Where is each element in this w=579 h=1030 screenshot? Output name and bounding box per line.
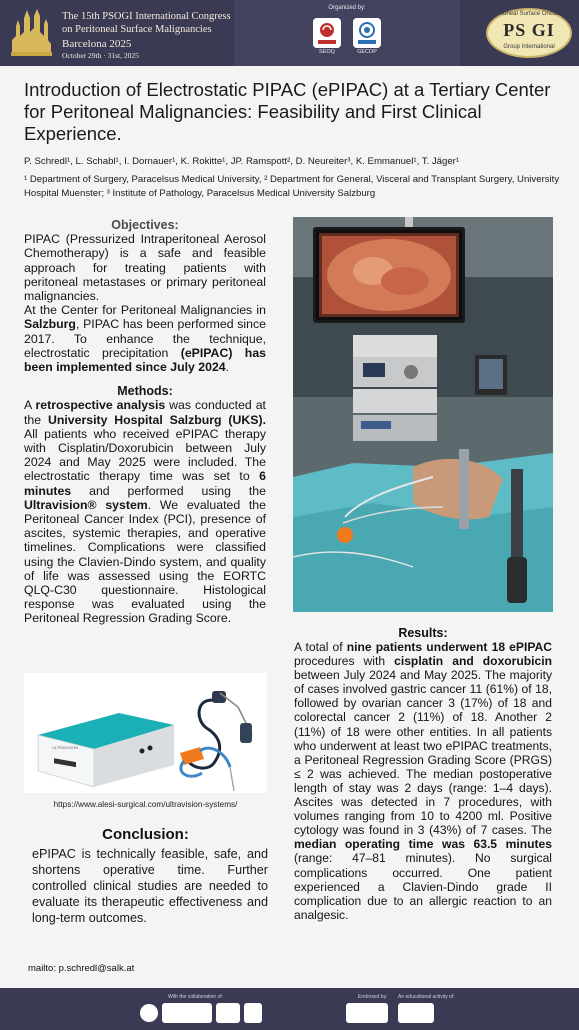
text: procedures with — [294, 654, 395, 669]
image-caption-link[interactable]: https://www.alesi-surgical.com/ultravision-systems/ — [53, 800, 238, 809]
affiliations: ¹ Department of Surgery, Paracelsus Medical University, ² Department for General, Visceral and Transplant Surgery, University Hospital Muenster; ³ Institute of Pathology, Paracelsus Medical University Salzburg — [24, 174, 560, 199]
psogi-logo-top-text: Peritoneal Surface Oncology — [490, 11, 568, 17]
gecop-label: GECOP — [357, 49, 377, 55]
congress-dates: October 29th · 31st, 2025 — [62, 51, 139, 60]
results-paragraph — [294, 640, 552, 922]
text-bold: cisplatin and doxorubicin — [394, 654, 552, 669]
congress-line-2: on Peritoneal Surface Malignancies — [62, 24, 212, 35]
text-bold: nine patients underwent 18 ePIPAC — [346, 640, 552, 654]
text: A — [24, 398, 36, 413]
conclusion-text: ePIPAC is technically feasible, safe, and shortens operative time. Further controlled clinical studies are needed to evaluate its therapeutic effectiveness and long-term outcomes. — [32, 847, 268, 925]
text: A total of — [294, 640, 347, 654]
endorsed-by-label: Endorsed by: — [358, 994, 388, 1000]
barcelona-skyline-logo — [8, 6, 54, 60]
text: between July 2024 and May 2025. The majority of cases involved gastric cancer 11 (61%) of 18, followed by ovarian cancer 3 (17%) of 18 and colorectal cancer 2 (11%) of 18. Another 2 (11%) of 18 were other entities. In all patients who underwent at least two ePIPAC treatments, a Peritoneal Regression Grading Score (PRGS) ≤ 2 was achieved. The median postoperative length of stay was 2 days (range: 1–4 days). Ascites was detected in 7 procedures, with volumes ranging from 10 to 4200 ml. Positive cytology was found in 3 (43%) of 7 cases. The — [294, 668, 552, 838]
collaborator-logo-2 — [216, 1003, 240, 1023]
text: and performed using the — [71, 483, 266, 498]
psogi-logo-bottom-text: Group International — [503, 44, 555, 50]
endorser-logo — [346, 1003, 388, 1023]
organizers-panel — [234, 0, 460, 66]
text-bold: median operating time was 63.5 minutes — [294, 837, 552, 852]
text: . — [225, 360, 230, 375]
congress-line-1: The 15th PSOGI International Congress — [62, 11, 231, 22]
ultravision-device-image — [24, 673, 267, 793]
operating-room-photo — [293, 217, 553, 612]
objectives-paragraph-1: PIPAC (Pressurized Intraperitoneal Aerosol Chemotherapy) is a safe and feasible approach for treating patients with peritoneal metastases or primary peritoneal malignancies. — [24, 232, 266, 304]
sponsor-footer — [0, 988, 579, 1030]
objectives-paragraph-2 — [24, 303, 266, 374]
conclusion-heading: Conclusion: — [102, 826, 189, 843]
collaborator-seal-logo — [140, 1004, 158, 1022]
text: . We evaluated the Peritoneal Cancer Index (PCI), presence of ascites, systemic therapies, and operative timelines. Complications were classified using the Clavien-Dindo system, and quality of life was assessed using the EORTC QLQ-C30 questionnaire. Histological response was evaluated using the Peritoneal Regression Grading Score. — [24, 497, 266, 626]
text-bold: 6 minutes — [24, 469, 266, 498]
device-brand: ULTRAVISION — [52, 745, 79, 750]
seoq-logo — [313, 18, 341, 48]
poster-title: Introduction of Electrostatic PIPAC (ePIPAC) at a Tertiary Center for Peritoneal Malignancies: Feasibility and First Clinical Experience. — [24, 79, 551, 144]
collaborator-logo-1 — [162, 1003, 212, 1023]
text-bold: Salzburg — [24, 317, 76, 332]
educational-activity-label: An educational activity of: — [398, 994, 455, 1000]
congress-header — [0, 0, 579, 66]
text: was conducted at the — [24, 398, 266, 427]
text-bold: (ePIPAC) has been implemented since July 2024 — [24, 345, 267, 375]
text: (range: 47–81 minutes). No surgical complications occurred. One patient experienced a Clavien-Dindo grade II complication due to an allergic reaction to an analgesic. — [294, 851, 552, 922]
congress-name — [62, 10, 231, 60]
congress-city: Barcelona 2025 — [62, 38, 132, 50]
text-bold: University Hospital Salzburg (UKS). — [47, 412, 266, 427]
text: All patients who received ePIPAC therapy with Cisplatin/Doxorubicin between July 2024 and May 2025 were included. The electrostatic therapy time was set to — [24, 426, 266, 484]
psogi-logo-text: PS GI — [503, 20, 555, 40]
collaboration-label: With the collaboration of: — [168, 994, 224, 1000]
text-bold: Ultravision® system — [24, 497, 148, 512]
seoq-label: SEOQ — [319, 49, 335, 55]
contact-email-link[interactable]: mailto: p.schredl@salk.at — [28, 963, 135, 974]
left-column — [24, 218, 266, 626]
collaborator-logo-3 — [244, 1003, 262, 1023]
text-bold: retrospective analysis — [35, 398, 166, 413]
methods-heading: Methods: — [117, 384, 173, 399]
results-heading: Results: — [398, 626, 448, 640]
educational-logo — [398, 1003, 434, 1023]
gecop-logo — [353, 18, 381, 48]
author-list: P. Schredl¹, L. Schabl¹, I. Dornauer¹, K. Rokitte¹, JP. Ramspott², D. Neureiter³, K. Emmanuel¹, T. Jäger¹ — [24, 156, 460, 167]
text: At the Center for Peritoneal Malignancies in — [24, 303, 266, 318]
methods-paragraph — [24, 398, 266, 625]
objectives-heading: Objectives: — [111, 218, 179, 232]
organized-by-label: Organized by: — [328, 5, 366, 11]
text: , PIPAC has been performed since 2017. To enhance the technique, electrostatic precipitation — [24, 317, 266, 360]
